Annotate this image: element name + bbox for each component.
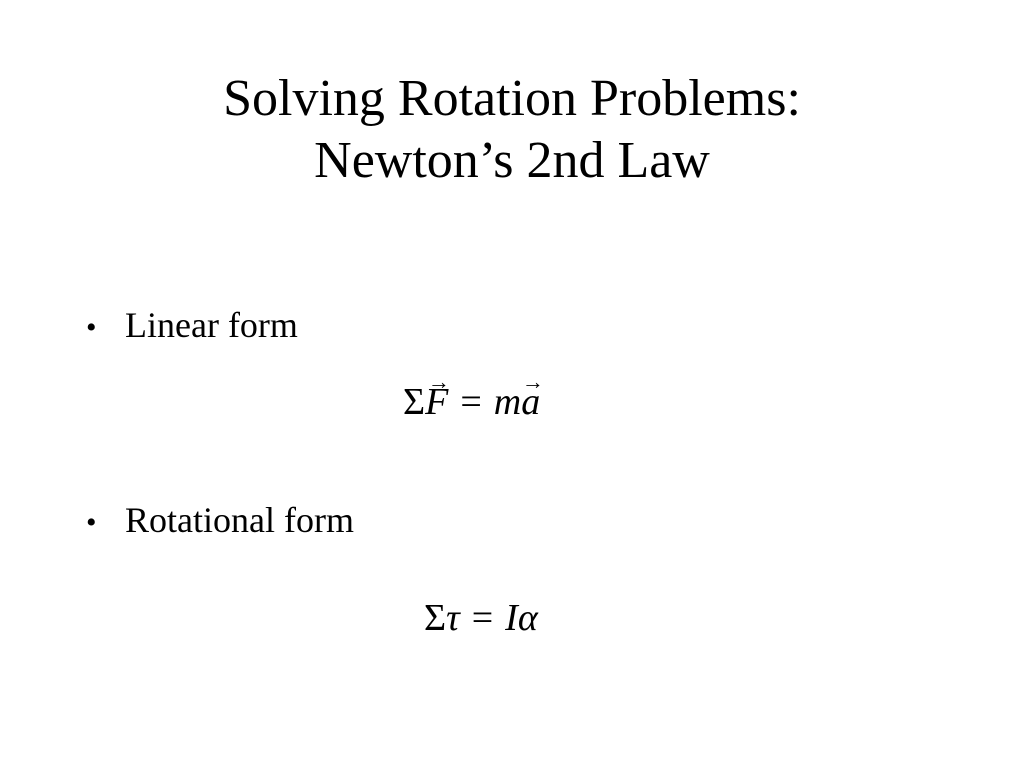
equation-linear [403, 380, 540, 424]
force-vector: → F [425, 380, 448, 424]
torque-symbol: τ [446, 597, 460, 639]
bullet-text: Rotational form [125, 500, 354, 540]
sum-symbol: Σ [424, 597, 447, 639]
equation-rotational [424, 596, 538, 640]
title-line-1: Solving Rotation Problems: [223, 70, 801, 127]
bullet-text: Linear form [125, 305, 298, 345]
bullet-linear-form [86, 305, 298, 348]
mass-symbol: m [493, 381, 522, 423]
sum-symbol: Σ [403, 381, 426, 423]
bullet-marker: • [86, 506, 97, 539]
acceleration-vector: → a [521, 380, 540, 424]
equals-sign: = [471, 597, 494, 639]
bullet-rotational-form [86, 500, 354, 543]
title-line-2: Newton’s 2nd Law [314, 132, 710, 189]
equals-sign: = [460, 381, 482, 423]
angular-acceleration-symbol: α [517, 597, 538, 639]
bullet-marker: • [86, 311, 97, 344]
moment-of-inertia-symbol: I [505, 597, 518, 639]
slide-title [0, 68, 1024, 192]
